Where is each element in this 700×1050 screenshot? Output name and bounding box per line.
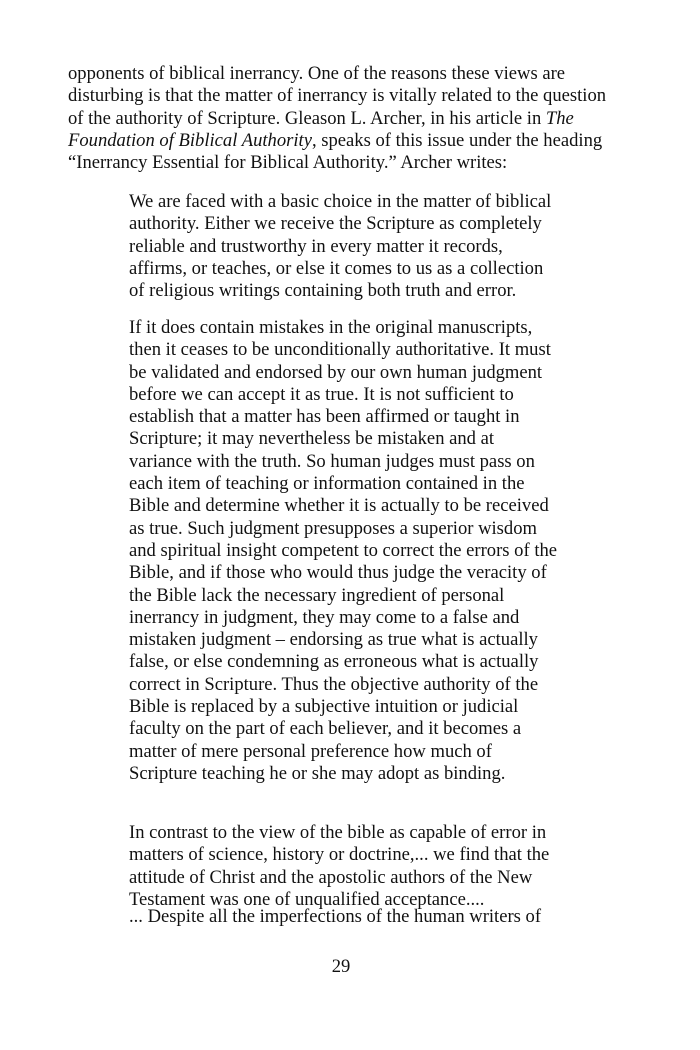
quote-line: mistaken judgment – endorsing as true what is actually: [129, 629, 538, 651]
quote-line: Scripture; it may nevertheless be mistaken and at: [129, 428, 495, 450]
quote-line: as true. Such judgment presupposes a superior wisdom: [129, 517, 537, 539]
intro-text: of the authority of Scripture. Gleason L. Archer, in his article in: [68, 107, 546, 129]
quote-line: the Bible lack the necessary ingredient of personal: [129, 584, 505, 606]
quote-line: establish that a matter has been affirmed or taught in: [129, 406, 520, 428]
quote-line: each item of teaching or information contained in the: [129, 473, 525, 495]
book-title-italic: Foundation of Biblical Authority: [68, 129, 312, 151]
quote-line: Bible, and if those who would thus judge the veracity of: [129, 562, 547, 584]
quote-line: variance with the truth. So human judges must pass on: [129, 450, 535, 472]
quote-line: We are faced with a basic choice in the matter of biblical: [129, 191, 552, 212]
quote-line: attitude of Christ and the apostolic authors of the New: [129, 866, 533, 888]
quote-line: Testament was one of unqualified acceptance....: [129, 888, 485, 910]
quote-line: faculty on the part of each believer, and it becomes a: [129, 718, 522, 740]
intro-line: “Inerrancy Essential for Biblical Authority.” Archer writes:: [68, 152, 508, 174]
intro-line: disturbing is that the matter of inerrancy is vitally related to the question: [68, 85, 607, 107]
intro-paragraph: [68, 63, 638, 174]
quote-line: correct in Scripture. Thus the objective authority of the: [129, 673, 539, 695]
block-quote-paragraph: [129, 317, 649, 785]
block-quote-paragraph: [129, 906, 649, 928]
quote-line: affirms, or teaches, or else it comes to us as a collection: [129, 257, 544, 279]
intro-line: [68, 108, 638, 130]
quote-line: reliable and trustworthy in every matter it records,: [129, 235, 503, 257]
intro-line: [68, 130, 638, 152]
quote-line: matters of science, history or doctrine,... we find that the: [129, 844, 550, 866]
page-number: 29: [331, 956, 351, 977]
block-quote-paragraph: [129, 822, 649, 911]
block-quote-paragraph: [129, 191, 649, 302]
quote-line: inerrancy in judgment, they may come to a false and: [129, 606, 520, 628]
quote-line: then it ceases to be unconditionally authoritative. It must: [129, 339, 551, 361]
quote-line: In contrast to the view of the bible as capable of error in: [129, 822, 547, 843]
quote-line: matter of mere personal preference how much of: [129, 740, 492, 762]
quote-line: and spiritual insight competent to correct the errors of the: [129, 539, 558, 561]
quote-line: Bible and determine whether it is actually to be received: [129, 495, 549, 517]
quote-line: Scripture teaching he or she may adopt as binding.: [129, 762, 506, 784]
intro-text: , speaks of this issue under the heading: [311, 129, 603, 151]
book-title-italic: The: [545, 107, 574, 129]
quote-line: before we can accept it as true. It is not sufficient to: [129, 383, 514, 405]
quote-line: of religious writings containing both truth and error.: [129, 280, 517, 302]
quote-line: Bible is replaced by a subjective intuition or judicial: [129, 696, 519, 718]
quote-line: be validated and endorsed by our own human judgment: [129, 361, 543, 383]
quote-line: ... Despite all the imperfections of the human writers of: [129, 906, 542, 927]
quote-line: If it does contain mistakes in the original manuscripts,: [129, 317, 533, 338]
intro-line: opponents of biblical inerrancy. One of the reasons these views are: [68, 63, 566, 84]
quote-line: authority. Either we receive the Scripture as completely: [129, 213, 542, 235]
quote-line: false, or else condemning as erroneous what is actually: [129, 651, 539, 673]
